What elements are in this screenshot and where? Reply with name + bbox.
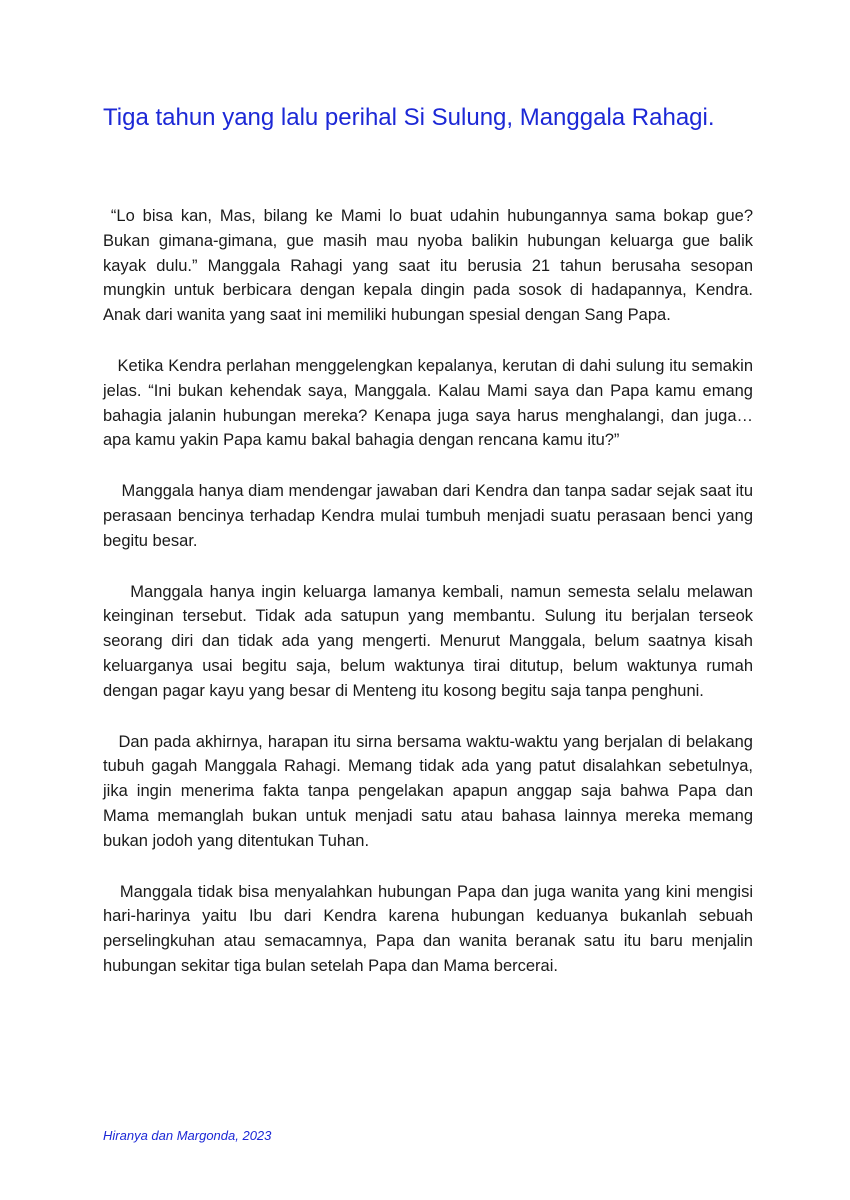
paragraph: Manggala hanya ingin keluarga lamanya kembali, namun semesta selalu melawan keinginan tersebut. Tidak ada satupun yang membantu. Sulung itu berjalan terseok seorang diri dan tidak ada yang mengerti. Menurut Manggala, belum saatnya kisah keluarganya usai begitu saja, belum waktunya tirai ditutup, belum waktunya rumah dengan pagar kayu yang besar di Menteng itu kosong begitu saja tanpa penghuni. [103,582,758,700]
chapter-body [103,204,758,1005]
chapter-title: Tiga tahun yang lalu perihal Si Sulung, Manggala Rahagi. [103,104,715,131]
paragraph: “Lo bisa kan, Mas, bilang ke Mami lo buat udahin hubungannya sama bokap gue? Bukan gimana-gimana, gue masih mau nyoba balikin hubungan keluarga gue balik kayak dulu.” Manggala Rahagi yang saat itu berusia 21 tahun berusaha sesopan mungkin untuk berbicara dengan kepala dingin pada sosok di hadapannya, Kendra. Anak dari wanita yang saat ini memiliki hubungan spesial dengan Sang Papa. [103,207,758,325]
paragraph: Ketika Kendra perlahan menggelengkan kepalanya, kerutan di dahi sulung itu semakin jelas. “Ini bukan kehendak saya, Manggala. Kalau Mami saya dan Papa kamu emang bahagia jalanin hubungan mereka? Kenapa juga saya harus menghalangi, dan juga… apa kamu yakin Papa kamu bakal bahagia dengan rencana kamu itu?” [103,356,758,450]
paragraph: Manggala hanya diam mendengar jawaban dari Kendra dan tanpa sadar sejak saat itu perasaan bencinya terhadap Kendra mulai tumbuh menjadi suatu perasaan benci yang begitu besar. [103,482,758,550]
paragraph: Manggala tidak bisa menyalahkan hubungan Papa dan juga wanita yang kini mengisi hari-harinya yaitu Ibu dari Kendra karena hubungan keduanya bukanlah sebuah perselingkuhan atau semacamnya, Papa dan wanita beranak satu itu baru menjalin hubungan sekitar tiga bulan setelah Papa dan Mama bercerai. [103,882,758,975]
page-footer: Hiranya dan Margonda, 2023 [103,1128,272,1143]
paragraph: Dan pada akhirnya, harapan itu sirna bersama waktu-waktu yang berjalan di belakang tubuh gagah Manggala Rahagi. Memang tidak ada yang patut disalahkan sebetulnya, jika ingin menerima fakta tanpa pengelakan apapun anggap saja bahwa Papa dan Mama memanglah bukan untuk menjadi satu atau bahasa lainnya mereka memang bukan jodoh yang ditentukan Tuhan. [103,732,758,850]
